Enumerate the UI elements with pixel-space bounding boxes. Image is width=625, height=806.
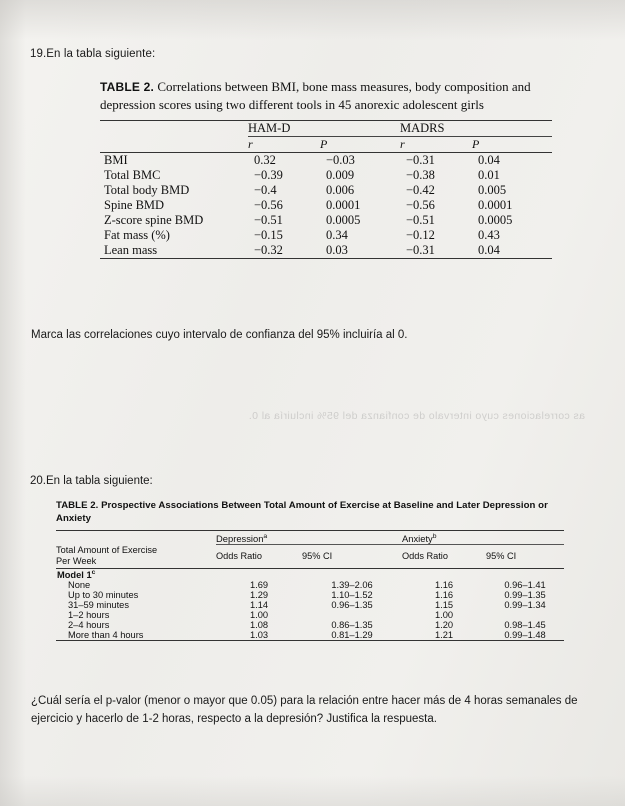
group-header-blank — [100, 121, 248, 137]
cell-hamd-p: 0.34 — [326, 228, 348, 243]
table-exercise — [56, 530, 564, 643]
subheader-madrs-r: r — [400, 137, 405, 152]
subheader-anx-ci: 95% CI — [486, 551, 517, 562]
table-correlations — [100, 120, 552, 261]
subheader-dep-ci: 95% CI — [302, 551, 333, 562]
cell-anx-ci: 0.99–1.35 — [504, 589, 546, 600]
row-label: More than 4 hours — [68, 629, 144, 640]
table-rule-bottom — [100, 259, 552, 262]
cell-madrs-p: 0.0001 — [478, 198, 513, 213]
cell-anx-or: 1.00 — [434, 609, 454, 620]
table-correlations-block — [100, 78, 552, 261]
cell-hamd-p: 0.006 — [326, 183, 355, 198]
cell-dep-or: 1.00 — [249, 609, 269, 620]
cell-hamd-r: −0.15 — [254, 228, 283, 243]
cell-hamd-p: 0.0001 — [326, 198, 361, 213]
row-label: 31–59 minutes — [68, 599, 129, 610]
cell-hamd-r: −0.51 — [254, 213, 283, 228]
subheader-anx-or: Odds Ratio — [402, 551, 448, 562]
scan-shadow-top — [0, 0, 625, 40]
cell-dep-or: 1.14 — [249, 599, 269, 610]
table-row — [100, 213, 552, 228]
model-label — [56, 568, 564, 580]
subheader-hamd-p: P — [320, 137, 328, 152]
question-20-label: 20.En la tabla siguiente: — [30, 475, 153, 487]
group-header-depression-sup: a — [263, 532, 268, 540]
question-19-prompt: Marca las correlaciones cuyo intervalo de confianza del 95% incluiría al 0. — [31, 329, 408, 341]
table-exercise-caption-number: TABLE 2. — [56, 500, 99, 511]
cell-hamd-r: 0.32 — [254, 153, 276, 168]
table-correlations-caption-number: TABLE 2. — [100, 80, 155, 94]
table-row — [100, 228, 552, 243]
cell-dep-ci: 1.39–2.06 — [331, 579, 373, 590]
cell-anx-or: 1.20 — [434, 619, 454, 630]
row-label: Z-score spine BMD — [104, 213, 204, 228]
cell-dep-ci: 0.81–1.29 — [331, 629, 373, 640]
table-correlations-caption-text: Correlations between BMI, bone mass measures, body composition and depression scores using two different tools in 45 anorexic adolescent girls — [100, 79, 531, 112]
table-row — [100, 153, 552, 169]
cell-madrs-p: 0.01 — [478, 168, 500, 183]
cell-dep-ci: 0.86–1.35 — [331, 619, 373, 630]
table-correlations-group-header-row — [100, 121, 552, 137]
cell-hamd-r: −0.32 — [254, 243, 283, 258]
cell-hamd-r: −0.39 — [254, 168, 283, 183]
scan-shadow-bottom — [0, 776, 625, 806]
cell-madrs-p: 0.005 — [478, 183, 507, 198]
table-row — [56, 620, 564, 630]
cell-dep-ci: 0.96–1.35 — [331, 599, 373, 610]
table-correlations-subheader-row — [100, 137, 552, 153]
cell-madrs-r: −0.51 — [406, 213, 435, 228]
group-header-depression — [216, 533, 402, 545]
subheader-lead — [56, 545, 216, 568]
cell-dep-or: 1.29 — [249, 589, 269, 600]
cell-hamd-p: 0.0005 — [326, 213, 361, 228]
table-row — [56, 600, 564, 610]
table-row — [56, 630, 564, 641]
cell-anx-or: 1.15 — [434, 599, 454, 610]
group-header-anxiety — [402, 533, 564, 545]
table-row — [56, 590, 564, 600]
table-row — [100, 198, 552, 213]
subheader-madrs-p: P — [472, 137, 480, 152]
table-exercise-caption-text: Prospective Associations Between Total Amount of Exercise at Baseline and Later Depression or Anxiety — [56, 500, 548, 524]
table-row — [100, 183, 552, 198]
subheader-lead-line2: Per Week — [56, 556, 97, 566]
cell-madrs-p: 0.04 — [478, 243, 500, 258]
question-19-label: 19.En la tabla siguiente: — [30, 48, 156, 60]
group-header-madrs: MADRS — [400, 121, 552, 137]
row-label: None — [68, 579, 91, 590]
cell-anx-ci: 0.96–1.41 — [504, 579, 546, 590]
group-header-blank — [56, 533, 216, 545]
group-header-hamd: HAM-D — [248, 121, 400, 137]
row-label: Fat mass (%) — [104, 228, 170, 243]
cell-anx-ci — [486, 610, 564, 620]
group-header-anxiety-sup: b — [432, 532, 437, 540]
subheader-blank — [100, 137, 248, 153]
row-label: Lean mass — [104, 243, 158, 258]
table-rule-bottom — [56, 640, 564, 643]
cell-madrs-r: −0.42 — [406, 183, 435, 198]
cell-madrs-r: −0.12 — [406, 228, 435, 243]
question-20-prompt: ¿Cuál sería el p-valor (menor o mayor que 0.05) para la relación entre hacer más de 4 horas semanales de ejercicio y hacerlo de 1-2 horas, respecto a la depresión? Justifica la respuesta. — [31, 695, 578, 725]
table-exercise-caption — [56, 500, 564, 526]
group-header-depression-label: Depression — [216, 533, 264, 544]
scan-shadow-left — [0, 0, 26, 806]
cell-madrs-p: 0.0005 — [478, 213, 513, 228]
table-exercise-block — [56, 500, 564, 643]
group-header-anxiety-label: Anxiety — [402, 533, 433, 544]
model-label-sup: c — [91, 568, 96, 576]
cell-hamd-r: −0.4 — [254, 183, 277, 198]
cell-madrs-r: −0.38 — [406, 168, 435, 183]
cell-madrs-p: 0.43 — [478, 228, 500, 243]
table-row — [100, 243, 552, 259]
cell-anx-ci: 0.99–1.34 — [504, 599, 546, 610]
subheader-lead-line1: Total Amount of Exercise — [56, 544, 158, 555]
subheader-hamd-r: r — [248, 137, 253, 152]
table-exercise-group-header-row — [56, 533, 564, 545]
subheader-dep-or: Odds Ratio — [216, 551, 262, 562]
row-label: 2–4 hours — [68, 619, 110, 630]
table-row — [100, 168, 552, 183]
cell-madrs-r: −0.56 — [406, 198, 435, 213]
cell-madrs-p: 0.04 — [478, 153, 500, 168]
cell-anx-or: 1.21 — [434, 629, 454, 640]
table-correlations-caption — [100, 78, 552, 113]
cell-hamd-p: 0.03 — [326, 243, 348, 258]
cell-madrs-r: −0.31 — [406, 153, 435, 168]
cell-hamd-p: −0.03 — [326, 153, 355, 168]
cell-anx-or: 1.16 — [434, 579, 454, 590]
cell-dep-or: 1.03 — [249, 629, 269, 640]
table-row — [56, 610, 564, 620]
row-label: Up to 30 minutes — [68, 589, 139, 600]
cell-dep-ci: 1.10–1.52 — [331, 589, 373, 600]
table-exercise-subheader-row — [56, 545, 564, 568]
cell-anx-or: 1.16 — [434, 589, 454, 600]
cell-madrs-r: −0.31 — [406, 243, 435, 258]
table-row — [56, 580, 564, 590]
row-label: Total body BMD — [104, 183, 190, 198]
cell-dep-ci — [302, 610, 402, 620]
cell-dep-or: 1.69 — [249, 579, 269, 590]
cell-dep-or: 1.08 — [249, 619, 269, 630]
table-row-model-header — [56, 568, 564, 580]
cell-hamd-p: 0.009 — [326, 168, 355, 183]
row-label: 1–2 hours — [68, 609, 110, 620]
row-label: Spine BMD — [104, 198, 165, 213]
model-label-text: Model 1 — [57, 569, 92, 580]
cell-anx-ci: 0.99–1.48 — [504, 629, 546, 640]
row-label: Total BMC — [104, 168, 161, 183]
cell-anx-ci: 0.98–1.45 — [504, 619, 546, 630]
row-label: BMI — [104, 153, 128, 168]
cell-hamd-r: −0.56 — [254, 198, 283, 213]
page-showthrough-text: as correlaciones cuyo intervalo de confianza del 95% incluiría al 0. — [248, 410, 585, 422]
